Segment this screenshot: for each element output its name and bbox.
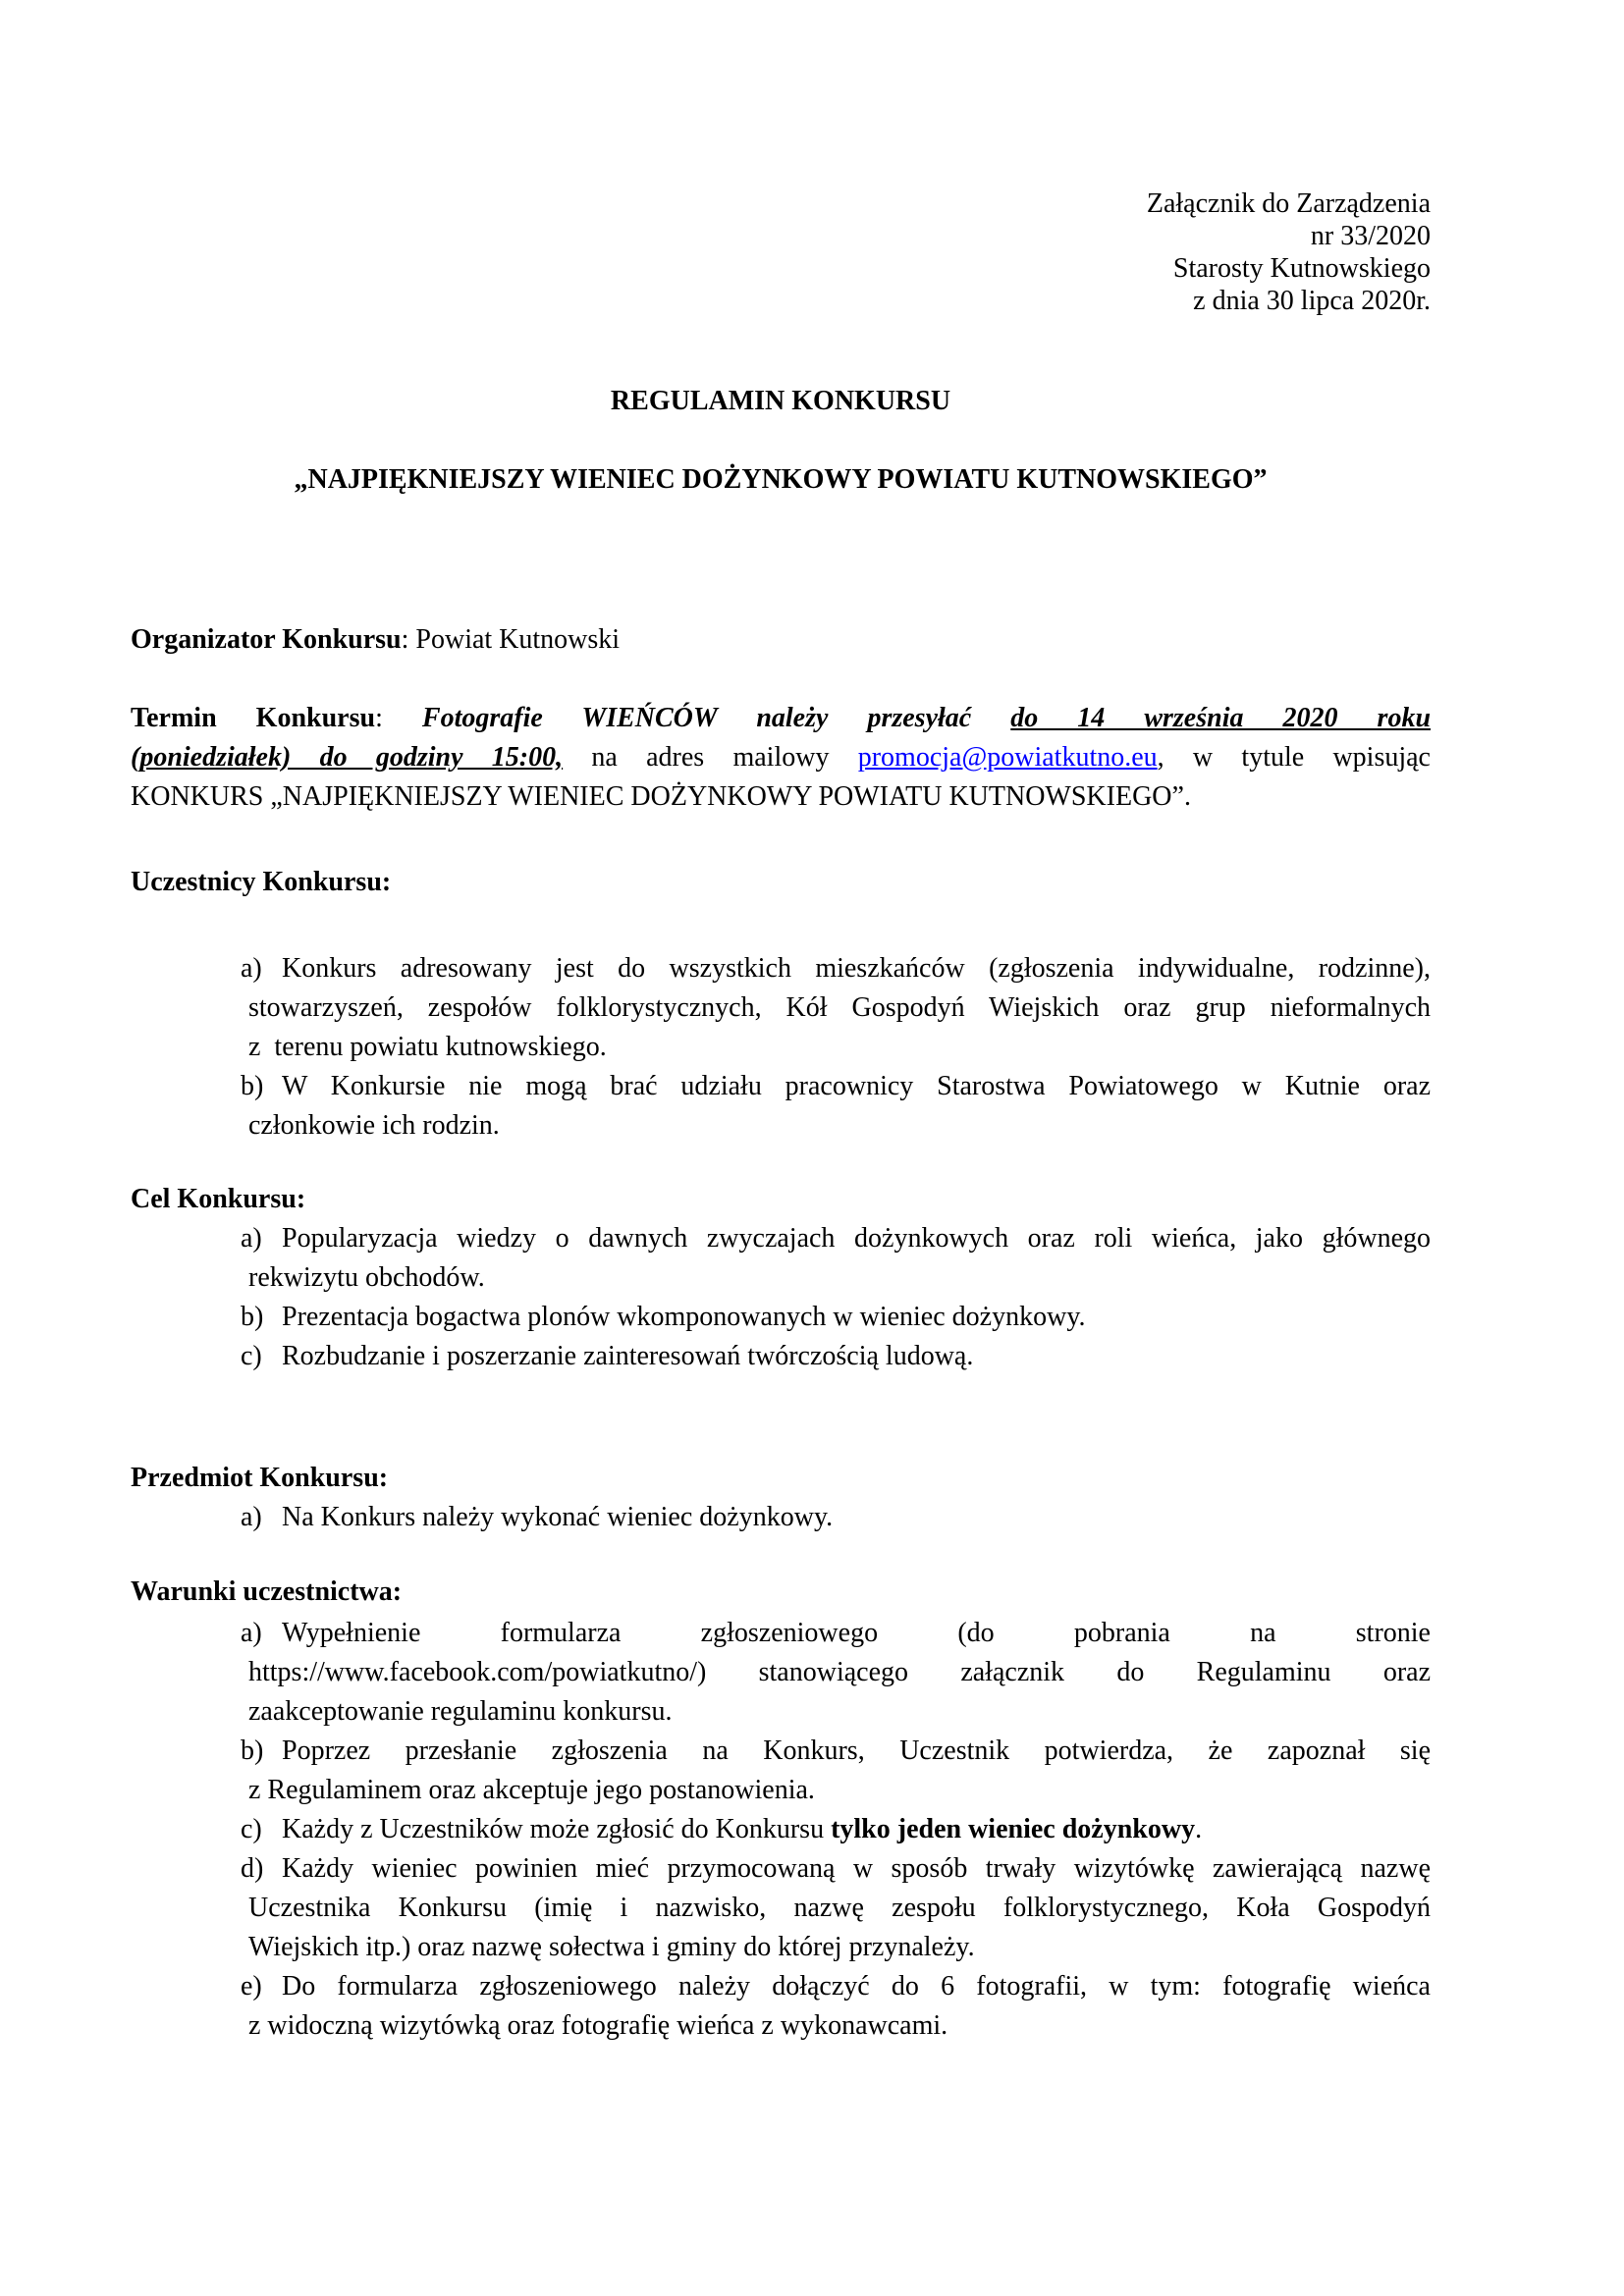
text-run: Na Konkurs należy wykonać wieniec dożynkowy. — [282, 1502, 834, 1532]
text-line — [248, 1106, 1431, 1146]
text-line — [248, 1028, 1431, 1067]
email-link[interactable]: promocja@powiatkutno.eu — [857, 742, 1158, 773]
text-run: członkowie ich rodzin. — [248, 1110, 500, 1141]
document-title: REGULAMIN KONKURSU — [610, 386, 951, 416]
text-run: z terenu powiatu kutnowskiego. — [248, 1032, 607, 1062]
attachment-note-line: Załącznik do Zarządzenia — [1146, 188, 1431, 219]
text-line — [241, 949, 1431, 988]
document-subtitle: „NAJPIĘKNIEJSZY WIENIEC DOŻYNKOWY POWIATU KUTNOWSKIEGO” — [294, 464, 1268, 495]
section-heading-przedmiot: Przedmiot Konkursu: — [131, 1463, 389, 1493]
list-przedmiot — [131, 1498, 1431, 1537]
text-run: Każdy wieniec powinien mieć przymocowaną w sposób trwały wizytówkę zawierającą nazwę — [282, 1853, 1431, 1884]
text-run: Popularyzacja wiedzy o dawnych zwyczajach dożynkowych oraz roli wieńca, jako głównego — [282, 1223, 1431, 1254]
list-marker: b) — [241, 1302, 264, 1332]
text-line — [241, 1849, 1431, 1889]
text-run: Uczestnika Konkursu (imię i nazwisko, nazwę zespołu folklorystycznego, Koła Gospodyń — [248, 1893, 1431, 1923]
text-run: Wypełnienie formularza zgłoszeniowego (do pobrania na stronie — [282, 1618, 1431, 1648]
list-item — [131, 1298, 1431, 1337]
list-marker: a) — [241, 1223, 262, 1254]
attachment-note — [131, 187, 1431, 317]
text-line — [241, 1967, 1431, 2006]
list-item — [131, 1810, 1431, 1849]
list-marker: a) — [241, 953, 262, 984]
list-item — [131, 1498, 1431, 1537]
text-run: Każdy z Uczestników może zgłosić do Konkursu — [282, 1814, 832, 1844]
deadline-paragraph — [131, 699, 1431, 817]
list-marker: c) — [241, 1341, 262, 1371]
text-line — [241, 1810, 1431, 1849]
text-line — [131, 699, 1431, 738]
text-run: Wiejskich itp.) oraz nazwę sołectwa i gminy do której przynależy. — [248, 1932, 975, 1962]
text-run: z Regulaminem oraz akceptuje jego postanowienia. — [248, 1775, 815, 1805]
list-marker: d) — [241, 1853, 264, 1884]
text-run: do 14 września 2020 roku — [1010, 703, 1432, 733]
attachment-note-line: z dnia 30 lipca 2020r. — [1193, 286, 1431, 316]
list-item — [131, 1614, 1431, 1732]
text-run: na adres mailowy — [563, 742, 858, 773]
text-run: Rozbudzanie i poszerzanie zainteresowań twórczością ludową. — [282, 1341, 974, 1371]
attachment-note-line: nr 33/2020 — [1310, 221, 1431, 251]
list-item — [131, 1067, 1431, 1146]
list-marker: c) — [241, 1814, 262, 1844]
text-run: rekwizytu obchodów. — [248, 1262, 485, 1293]
section-heading-uczestnicy: Uczestnicy Konkursu: — [131, 867, 392, 897]
text-run: stowarzyszeń, zespołów folklorystycznych, Kół Gospodyń Wiejskich oraz grup nieformalnych — [248, 992, 1431, 1023]
text-line — [241, 1732, 1431, 1771]
organizer-line — [131, 620, 1431, 660]
list-marker: b) — [241, 1735, 264, 1766]
text-run: Prezentacja bogactwa plonów wkomponowanych w wieniec dożynkowy. — [282, 1302, 1086, 1332]
list-item — [131, 1849, 1431, 1967]
text-line — [248, 2006, 1431, 2046]
text-line — [241, 1614, 1431, 1653]
list-marker: a) — [241, 1618, 262, 1648]
text-run: Termin Konkursu — [131, 703, 376, 733]
text-line — [248, 988, 1431, 1028]
text-line — [241, 1298, 1431, 1337]
text-run: https://www.facebook.com/powiatkutno/) stanowiącego załącznik do Regulaminu oraz — [248, 1657, 1431, 1687]
list-item — [131, 1732, 1431, 1810]
list-item — [131, 1967, 1431, 2046]
text-run: zaakceptowanie regulaminu konkursu. — [248, 1696, 673, 1727]
text-line — [248, 1258, 1431, 1298]
text-line — [248, 1928, 1431, 1967]
text-run: Do formularza zgłoszeniowego należy dołączyć do 6 fotografii, w tym: fotografię wieńca — [282, 1971, 1431, 2002]
text-run: Poprzez przesłanie zgłoszenia na Konkurs, Uczestnik potwierdza, że zapoznał się — [282, 1735, 1431, 1766]
text-line — [131, 738, 1431, 777]
text-run: W Konkursie nie mogą brać udziału pracownicy Starostwa Powiatowego w Kutnie oraz — [282, 1071, 1431, 1101]
list-marker: e) — [241, 1971, 262, 2002]
text-line — [241, 1067, 1431, 1106]
list-cel — [131, 1219, 1431, 1376]
text-line — [248, 1889, 1431, 1928]
attachment-note-line: Starosty Kutnowskiego — [1172, 253, 1431, 284]
text-line — [241, 1337, 1431, 1376]
list-marker: a) — [241, 1502, 262, 1532]
text-run: , w tytule wpisując — [1157, 742, 1431, 773]
text-line — [241, 1219, 1431, 1258]
organizer-label: Organizator Konkursu — [131, 624, 402, 655]
list-marker: b) — [241, 1071, 264, 1101]
text-run: tylko jeden wieniec dożynkowy — [831, 1814, 1196, 1844]
text-line — [241, 1498, 1431, 1537]
text-line — [248, 1692, 1431, 1732]
text-line — [248, 1653, 1431, 1692]
text-run: : — [375, 703, 422, 733]
list-item — [131, 1219, 1431, 1298]
organizer-value: : Powiat Kutnowski — [401, 624, 621, 655]
text-run: (poniedziałek) do godziny 15:00, — [131, 742, 564, 773]
list-item — [131, 1337, 1431, 1376]
text-run: z widoczną wizytówką oraz fotografię wieńca z wykonawcami. — [248, 2010, 948, 2041]
text-line — [248, 1771, 1431, 1810]
text-run: Fotografie WIEŃCÓW należy przesyłać — [421, 703, 1011, 733]
list-item — [131, 949, 1431, 1067]
list-uczestnicy — [131, 949, 1431, 1146]
text-line — [131, 777, 1431, 817]
text-run: KONKURS „NAJPIĘKNIEJSZY WIENIEC DOŻYNKOWY POWIATU KUTNOWSKIEGO”. — [131, 781, 1191, 812]
section-heading-warunki: Warunki uczestnictwa: — [131, 1576, 403, 1607]
document-content — [131, 187, 1431, 2046]
list-warunki — [131, 1614, 1431, 2046]
section-heading-cel: Cel Konkursu: — [131, 1184, 306, 1214]
text-run: . — [1195, 1814, 1203, 1844]
text-run: Konkurs adresowany jest do wszystkich mieszkańców (zgłoszenia indywidualne, rodzinne), — [282, 953, 1431, 984]
